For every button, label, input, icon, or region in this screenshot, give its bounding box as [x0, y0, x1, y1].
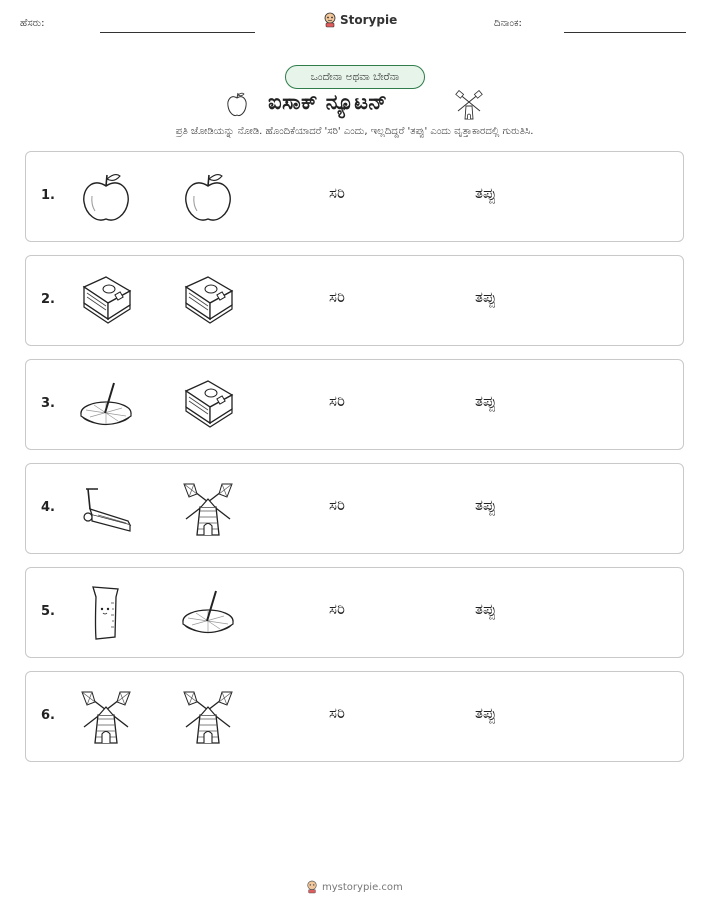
- question-number: 6.: [41, 708, 55, 723]
- storypie-logo: [323, 12, 397, 28]
- apple-icon: [78, 169, 134, 225]
- question-card: [25, 255, 684, 346]
- option-no[interactable]: ತಪ್ಪು: [475, 392, 497, 410]
- option-no[interactable]: ತಪ್ಪು: [475, 704, 497, 722]
- storypie-mascot-icon: [323, 12, 337, 28]
- footer-url[interactable]: mystorypie.com: [322, 881, 403, 893]
- option-yes[interactable]: ಸರಿ: [329, 704, 345, 722]
- question-card: [25, 671, 684, 762]
- apple-icon: [226, 90, 248, 118]
- question-card: [25, 463, 684, 554]
- option-no[interactable]: ತಪ್ಪು: [475, 496, 497, 514]
- treadmill-icon: [78, 481, 134, 537]
- sundial-icon: [78, 377, 134, 433]
- windmill-icon: [455, 90, 483, 120]
- apple-icon: [180, 169, 236, 225]
- name-label: ಹೆಸರು:: [20, 18, 45, 29]
- storypie-mascot-icon: [306, 880, 318, 894]
- windmill-icon: [78, 689, 134, 745]
- option-yes[interactable]: ಸರಿ: [329, 496, 345, 514]
- date-line[interactable]: [564, 32, 686, 33]
- question-card: [25, 151, 684, 242]
- question-number: 2.: [41, 292, 55, 307]
- question-number: 5.: [41, 604, 55, 619]
- option-no[interactable]: ತಪ್ಪು: [475, 184, 497, 202]
- date-label: ದಿನಾಂಕ:: [494, 18, 522, 29]
- option-yes[interactable]: ಸರಿ: [329, 392, 345, 410]
- name-line[interactable]: [100, 32, 255, 33]
- option-no[interactable]: ತಪ್ಪು: [475, 600, 497, 618]
- page-title: ಐಸಾಕ್ ನ್ಯೂಟನ್: [268, 90, 388, 114]
- option-yes[interactable]: ಸರಿ: [329, 288, 345, 306]
- windmill-icon: [180, 689, 236, 745]
- option-no[interactable]: ತಪ್ಪು: [475, 288, 497, 306]
- question-number: 3.: [41, 396, 55, 411]
- book-icon: [78, 273, 134, 329]
- question-number: 4.: [41, 500, 55, 515]
- instructions: ಪ್ರತಿ ಜೋಡಿಯನ್ನು ನೋಡಿ. ಹೊಂದಿಕೆಯಾದರೆ 'ಸರಿ' ಎಂದು, ಇಲ್ಲದಿದ್ದರೆ 'ತಪ್ಪು' ಎಂದು ವೃತ್ತಾಕಾರದಲ್ಲಿ ಗುರುತಿಸಿ.: [175, 126, 534, 137]
- worksheet-type-badge: ಒಂದೇನಾ ಅಥವಾ ಬೇರೆನಾ: [285, 65, 425, 89]
- sundial-icon: [180, 585, 236, 641]
- question-number: 1.: [41, 188, 55, 203]
- option-yes[interactable]: ಸರಿ: [329, 184, 345, 202]
- question-card: [25, 359, 684, 450]
- question-card: [25, 567, 684, 658]
- windmill-icon: [180, 481, 236, 537]
- book-icon: [180, 273, 236, 329]
- footer: [306, 880, 403, 894]
- option-yes[interactable]: ಸರಿ: [329, 600, 345, 618]
- title-row: [0, 88, 709, 124]
- book-icon: [180, 377, 236, 433]
- logo-text: Storypie: [340, 13, 398, 27]
- beaker-icon: [78, 585, 134, 641]
